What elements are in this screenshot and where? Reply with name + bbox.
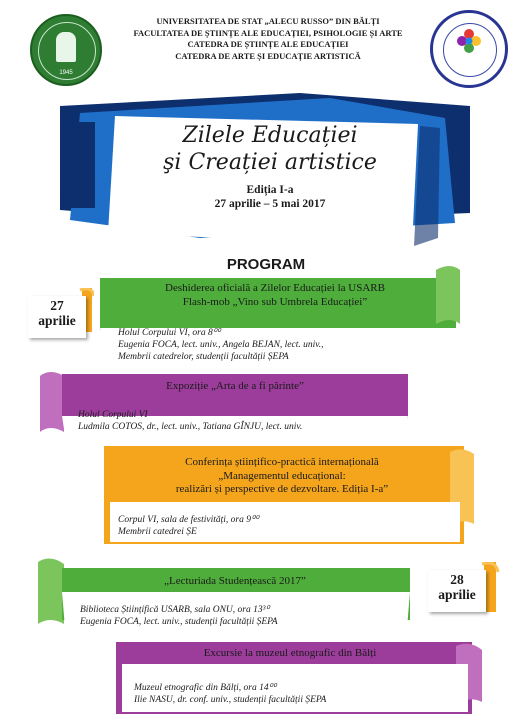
- event-2-details: [78, 409, 398, 433]
- event-1-title-line-2: Flash-mob „Vino sub Umbrela Educației”: [182, 295, 368, 308]
- event-title: [145, 122, 395, 176]
- faculty-logo: [430, 10, 508, 88]
- event-5-organizers: Ilie NASU, dr. conf. univ., studenții facultății ȘEPA: [134, 695, 327, 705]
- event-5-title: [120, 647, 460, 661]
- event-1-details: [118, 327, 418, 363]
- event-1-location: Holul Corpului VI, ora 8⁰⁰: [118, 328, 221, 338]
- date-badge-first: [28, 296, 86, 338]
- header-line-department-arts: CATEDRA DE ARTE ȘI EDUCAȚIE ARTISTICĂ: [175, 50, 361, 61]
- event-2-organizers: Ludmila COTOS, dr., lect. univ., Tatiana GÎNJU, lect. univ.: [78, 422, 303, 432]
- edition-label: Ediția I-a: [246, 184, 294, 196]
- event-title-line-2: şi Creației artistice: [163, 150, 377, 175]
- event-2-location: Holul Corpului VI: [78, 410, 148, 420]
- event-1-title: [110, 282, 440, 309]
- header-line-department-education: CATEDRA DE ȘTIINȚE ALE EDUCAȚIEI: [187, 39, 349, 49]
- event-5-location: Muzeul etnografic din Bălți, ora 14⁰⁰: [134, 683, 277, 693]
- event-3-title-line-3: realizări și perspective de dezvoltare. Ediția I-a”: [175, 483, 389, 495]
- event-dates: 27 aprilie – 5 mai 2017: [214, 198, 326, 210]
- header-line-faculty: FACULTATEA DE ȘTIINȚE ALE EDUCAȚIEI, PSIHOLOGIE ȘI ARTE: [133, 27, 403, 38]
- program-heading: PROGRAM: [226, 256, 306, 273]
- date-badge-second: [428, 570, 486, 612]
- event-band-lecturiada: [38, 556, 414, 642]
- header-institution: [112, 16, 424, 62]
- event-edition: [145, 183, 395, 211]
- event-1-title-line-1: Deshiderea oficială a Zilelor Educației la USARB: [165, 282, 385, 294]
- date-first-day: 27: [50, 298, 64, 313]
- event-3-details: [118, 514, 418, 538]
- event-3-title: [112, 456, 452, 497]
- date-second-day: 28: [450, 572, 464, 587]
- event-5-details: [134, 682, 454, 706]
- event-5-title-line-1: Excursie la muzeul etnografic din Bălți: [203, 647, 377, 659]
- event-1-participants: Membrii catedrelor, studenții facultății ȘEPA: [118, 352, 289, 362]
- event-4-title-line-1: „Lecturiada Studențească 2017”: [164, 575, 306, 587]
- event-2-title: [70, 380, 400, 394]
- event-3-title-line-1: Conferința științifico-practică internațională: [185, 456, 379, 468]
- event-4-details: [80, 604, 400, 628]
- event-3-title-line-2: „Managementul educațional:: [218, 469, 346, 482]
- event-3-location: Corpul VI, sala de festivități, ora 9⁰⁰: [118, 515, 259, 525]
- event-2-title-line-1: Expoziție „Arta de a fi părinte”: [166, 380, 304, 392]
- logo-year: 1945: [59, 70, 73, 76]
- event-title-line-1: Zilele Educației: [182, 123, 358, 148]
- flower-icon: [455, 27, 483, 55]
- event-4-title: [70, 575, 400, 589]
- date-first-month: aprilie: [38, 313, 76, 328]
- university-logo: [30, 14, 102, 86]
- event-4-participants: Eugenia FOCA, lect. univ., studenții facultății ȘEPA: [80, 617, 278, 627]
- event-4-location: Biblioteca Științifică USARB, sala ONU, ora 13³⁰: [80, 605, 270, 615]
- header-line-university: UNIVERSITATEA DE STAT „ALECU RUSSO” DIN BĂLȚI: [156, 16, 380, 26]
- event-1-organizers: Eugenia FOCA, lect. univ., Angela BEJAN, lect. univ.,: [118, 340, 324, 350]
- date-second-month: aprilie: [438, 587, 476, 602]
- event-3-participants: Membrii catedrei ȘE: [118, 527, 197, 537]
